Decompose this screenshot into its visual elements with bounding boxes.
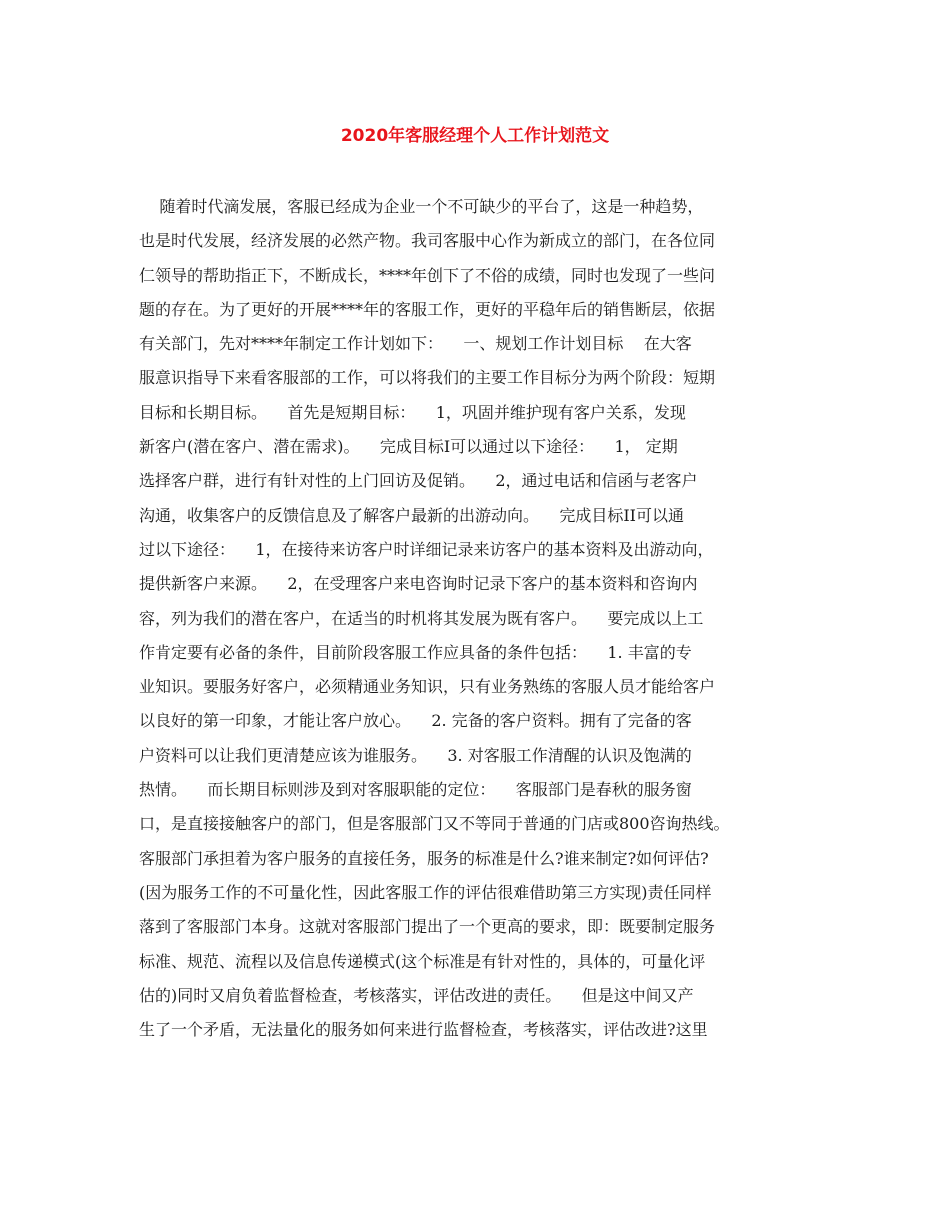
body-line: 也是时代发展，经济发展的必然产物。我司客服中心作为新成立的部门，在各位同 xyxy=(139,231,716,251)
document-body xyxy=(139,190,811,1047)
body-line: 新客户(潜在客户、潜在需求)。 完成目标I可以通过以下途径： 1， 定期 xyxy=(139,437,678,457)
document-title: 2020年客服经理个人工作计划范文 xyxy=(340,126,610,146)
body-line: 提供新客户来源。 2，在受理客户来电咨询时记录下客户的基本资料和咨询内 xyxy=(139,574,698,594)
body-line: 服意识指导下来看客服部的工作，可以将我们的主要工作目标分为两个阶段：短期 xyxy=(139,368,716,388)
body-line: 户资料可以让我们更清楚应该为谁服务。 3. 对客服工作清醒的认识及饱满的 xyxy=(139,745,692,765)
body-line: 业知识。要服务好客户，必须精通业务知识，只有业务熟练的客服人员才能给客户 xyxy=(139,677,716,697)
body-line: (因为服务工作的不可量化性，因此客服工作的评估很难借助第三方实现)责任同样 xyxy=(139,882,712,902)
body-line: 作肯定要有必备的条件，目前阶段客服工作应具备的条件包括： 1. 丰富的专 xyxy=(139,642,692,662)
body-line: 客服部门承担着为客户服务的直接任务，服务的标准是什么?谁来制定?如何评估? xyxy=(139,848,709,868)
body-line: 随着时代滴发展，客服已经成为企业一个不可缺少的平台了，这是一种趋势， xyxy=(139,197,704,216)
body-line: 落到了客服部门本身。这就对客服部门提出了一个更高的要求，即：既要制定服务 xyxy=(139,917,716,937)
body-line: 容，列为我们的潜在客户，在适当的时机将其发展为既有客户。 要完成以上工 xyxy=(139,608,704,628)
body-line: 仁领导的帮助指正下，不断成长，****年创下了不俗的成绩，同时也发现了一些问 xyxy=(139,265,716,285)
body-line: 热情。 而长期目标则涉及到对客服职能的定位： 客服部门是春秋的服务窗 xyxy=(139,780,692,800)
body-line: 目标和长期目标。 首先是短期目标： 1，巩固并维护现有客户关系，发现 xyxy=(139,402,686,422)
body-line: 口，是直接接触客户的部门，但是客服部门又不等同于普通的门店或800咨询热线。 xyxy=(139,814,730,834)
body-line: 标准、规范、流程以及信息传递模式(这个标准是有针对性的，具体的，可量化评 xyxy=(139,951,706,971)
body-line: 选择客户群，进行有针对性的上门回访及促销。 2，通过电话和信函与老客户 xyxy=(139,471,698,491)
body-line: 有关部门，先对****年制定工作计划如下： 一、规划工作计划目标 在大客 xyxy=(139,334,692,354)
body-line: 估的)同时又肩负着监督检查，考核落实，评估改进的责任。 但是这中间又产 xyxy=(139,985,694,1005)
body-line: 沟通，收集客户的反馈信息及了解客户最新的出游动向。 完成目标II可以通 xyxy=(139,505,684,525)
body-line: 生了一个矛盾，无法量化的服务如何来进行监督检查，考核落实，评估改进?这里 xyxy=(139,1020,708,1040)
body-line: 以良好的第一印象，才能让客户放心。 2. 完备的客户资料。拥有了完备的客 xyxy=(139,711,692,731)
body-line: 题的存在。为了更好的开展****年的客服工作，更好的平稳年后的销售断层，依据 xyxy=(139,299,716,319)
body-line: 过以下途径： 1，在接待来访客户时详细记录来访客户的基本资料及出游动向， xyxy=(139,539,714,559)
